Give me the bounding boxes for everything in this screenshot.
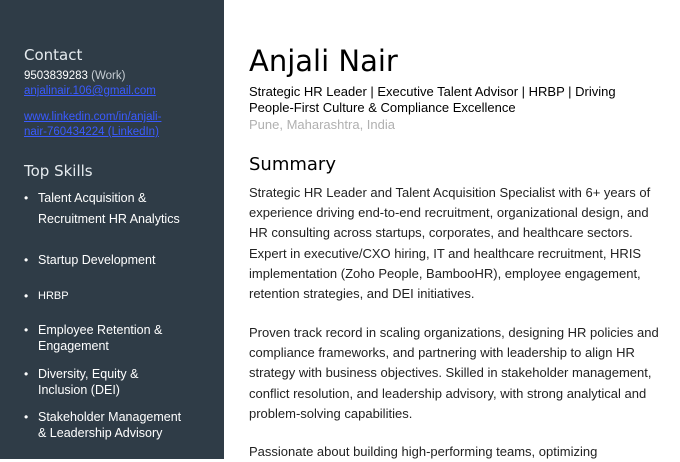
profile-location: Pune, Maharashtra, India (249, 117, 395, 132)
summary-heading: Summary (249, 154, 336, 175)
summary-paragraph: Passionate about building high-performing teams, optimizing (249, 444, 598, 459)
skill-item: • HRBP (24, 288, 188, 304)
phone-tag: (Work) (91, 70, 126, 82)
top-skills-heading: Top Skills (24, 162, 93, 180)
skill-item: • Stakeholder Management & Leadership Advisory (24, 409, 188, 441)
summary-paragraph: Proven track record in scaling organizations, designing HR policies and compliance frameworks, and partnering with leadership to align HR strategy with business objectives. Skilled in stakeholder management, conflict resolution, and leadership advisory, with strong analytical and problem-solving capabilities. (249, 325, 659, 421)
phone-number (24, 70, 125, 82)
skill-item: • Diversity, Equity & Inclusion (DEI) (24, 366, 188, 398)
summary-paragraph: Strategic HR Leader and Talent Acquisition Specialist with 6+ years of experience driving end-to-end recruitment, organizational design, and HR consulting across startups, corporates, and healthcare sectors. Expert in executive/CXO hiring, IT and healthcare recruitment, HRIS implementation (Zoho People, BambooHR), employee engagement, retention strategies, and DEI initiatives. (249, 185, 651, 302)
contact-heading: Contact (24, 46, 83, 64)
linkedin-link[interactable]: www.linkedin.com/in/anjali-nair-760434224 (LinkedIn) (24, 111, 162, 138)
skill-item: • Talent Acquisition & Recruitment HR Analytics (24, 188, 188, 229)
phone-value: 9503839283 (24, 70, 88, 82)
skill-item: • Startup Development (24, 252, 188, 268)
profile-name: Anjali Nair (249, 44, 398, 78)
skill-item: • Employee Retention & Engagement (24, 322, 188, 354)
profile-headline: Strategic HR Leader | Executive Talent Advisor | HRBP | Driving People-First Culture & Compliance Excellence (249, 84, 616, 115)
sidebar (0, 0, 224, 459)
email-link[interactable]: anjalinair.106@gmail.com (24, 85, 156, 97)
